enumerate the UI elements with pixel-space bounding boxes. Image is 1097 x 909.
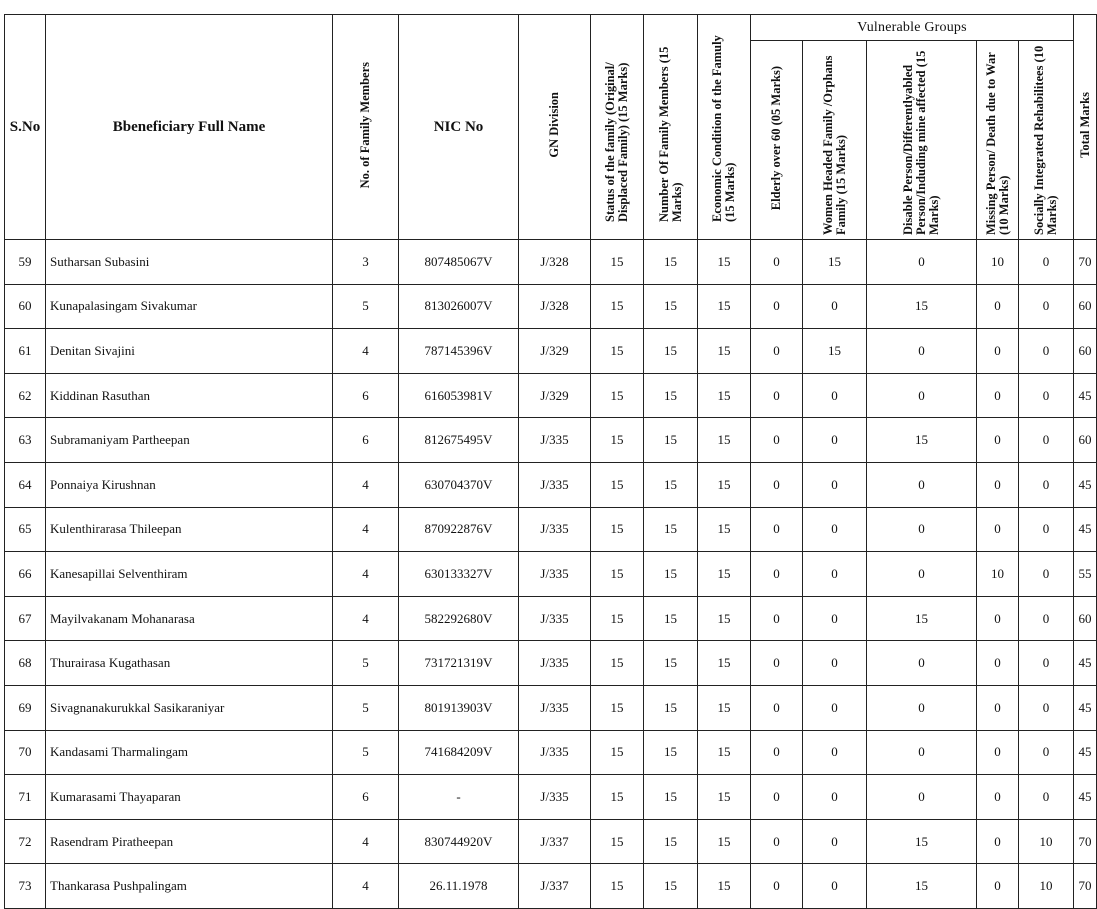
cell-family-members: 4 [333, 596, 399, 641]
cell-name: Kunapalasingam Sivakumar [46, 284, 333, 329]
cell-economic: 15 [698, 418, 751, 463]
cell-family-members: 4 [333, 507, 399, 552]
cell-total: 45 [1074, 373, 1097, 418]
cell-number-members: 15 [644, 552, 698, 597]
cell-number-members: 15 [644, 641, 698, 686]
cell-sno: 70 [5, 730, 46, 775]
cell-status: 15 [591, 284, 644, 329]
cell-socially: 0 [1019, 373, 1074, 418]
cell-missing: 0 [977, 819, 1019, 864]
cell-nic: 870922876V [399, 507, 519, 552]
cell-sno: 61 [5, 329, 46, 374]
cell-name: Sivagnanakurukkal Sasikaraniyar [46, 685, 333, 730]
cell-elderly: 0 [751, 284, 803, 329]
cell-economic: 15 [698, 596, 751, 641]
cell-nic: 741684209V [399, 730, 519, 775]
cell-gn-division: J/337 [519, 864, 591, 909]
header-economic: Economic Condition of the Famuly (15 Marks) [698, 15, 751, 240]
header-family-members: No. of Family Members [333, 15, 399, 240]
cell-socially: 0 [1019, 240, 1074, 285]
cell-status: 15 [591, 373, 644, 418]
cell-gn-division: J/329 [519, 373, 591, 418]
cell-socially: 10 [1019, 864, 1074, 909]
cell-gn-division: J/335 [519, 507, 591, 552]
cell-missing: 0 [977, 596, 1019, 641]
cell-name: Denitan Sivajini [46, 329, 333, 374]
cell-socially: 0 [1019, 507, 1074, 552]
cell-number-members: 15 [644, 819, 698, 864]
cell-number-members: 15 [644, 240, 698, 285]
cell-gn-division: J/328 [519, 240, 591, 285]
cell-status: 15 [591, 329, 644, 374]
cell-economic: 15 [698, 641, 751, 686]
cell-status: 15 [591, 596, 644, 641]
cell-economic: 15 [698, 373, 751, 418]
cell-total: 45 [1074, 775, 1097, 820]
cell-name: Kanesapillai Selventhiram [46, 552, 333, 597]
cell-socially: 0 [1019, 730, 1074, 775]
cell-nic: 801913903V [399, 685, 519, 730]
cell-sno: 60 [5, 284, 46, 329]
cell-sno: 73 [5, 864, 46, 909]
cell-women-headed: 0 [803, 507, 867, 552]
cell-socially: 0 [1019, 641, 1074, 686]
cell-elderly: 0 [751, 418, 803, 463]
cell-socially: 0 [1019, 418, 1074, 463]
cell-sno: 67 [5, 596, 46, 641]
cell-family-members: 5 [333, 730, 399, 775]
cell-disable: 0 [867, 685, 977, 730]
cell-women-headed: 0 [803, 418, 867, 463]
cell-nic: - [399, 775, 519, 820]
cell-missing: 0 [977, 864, 1019, 909]
cell-gn-division: J/328 [519, 284, 591, 329]
cell-status: 15 [591, 819, 644, 864]
cell-women-headed: 0 [803, 552, 867, 597]
cell-women-headed: 0 [803, 284, 867, 329]
cell-elderly: 0 [751, 685, 803, 730]
cell-sno: 69 [5, 685, 46, 730]
cell-socially: 10 [1019, 819, 1074, 864]
cell-economic: 15 [698, 730, 751, 775]
cell-missing: 0 [977, 284, 1019, 329]
cell-economic: 15 [698, 552, 751, 597]
cell-family-members: 6 [333, 418, 399, 463]
header-disable: Disable Person/Differentlyabled Person/Induding mine affected (15 Marks) [867, 41, 977, 240]
cell-status: 15 [591, 641, 644, 686]
table-row [5, 284, 1097, 329]
cell-disable: 15 [867, 819, 977, 864]
cell-gn-division: J/335 [519, 685, 591, 730]
cell-status: 15 [591, 775, 644, 820]
cell-missing: 0 [977, 775, 1019, 820]
cell-economic: 15 [698, 329, 751, 374]
cell-name: Sutharsan Subasini [46, 240, 333, 285]
cell-sno: 59 [5, 240, 46, 285]
cell-gn-division: J/335 [519, 775, 591, 820]
cell-family-members: 4 [333, 462, 399, 507]
cell-elderly: 0 [751, 552, 803, 597]
cell-socially: 0 [1019, 685, 1074, 730]
table-header [5, 15, 1097, 240]
cell-number-members: 15 [644, 373, 698, 418]
cell-family-members: 6 [333, 775, 399, 820]
cell-number-members: 15 [644, 284, 698, 329]
cell-sno: 65 [5, 507, 46, 552]
cell-disable: 0 [867, 641, 977, 686]
cell-disable: 0 [867, 730, 977, 775]
cell-number-members: 15 [644, 462, 698, 507]
cell-economic: 15 [698, 462, 751, 507]
cell-number-members: 15 [644, 775, 698, 820]
table-row [5, 240, 1097, 285]
cell-missing: 0 [977, 329, 1019, 374]
beneficiary-table [4, 14, 1097, 909]
cell-economic: 15 [698, 507, 751, 552]
cell-elderly: 0 [751, 373, 803, 418]
cell-missing: 0 [977, 685, 1019, 730]
table-row [5, 864, 1097, 909]
cell-family-members: 4 [333, 329, 399, 374]
cell-gn-division: J/335 [519, 418, 591, 463]
cell-sno: 72 [5, 819, 46, 864]
table-row [5, 329, 1097, 374]
cell-elderly: 0 [751, 730, 803, 775]
cell-nic: 630133327V [399, 552, 519, 597]
cell-status: 15 [591, 730, 644, 775]
cell-family-members: 5 [333, 284, 399, 329]
cell-elderly: 0 [751, 507, 803, 552]
cell-sno: 68 [5, 641, 46, 686]
cell-family-members: 4 [333, 552, 399, 597]
cell-total: 45 [1074, 462, 1097, 507]
cell-disable: 0 [867, 775, 977, 820]
cell-women-headed: 0 [803, 596, 867, 641]
header-nic: NIC No [399, 15, 519, 240]
cell-name: Thurairasa Kugathasan [46, 641, 333, 686]
cell-women-headed: 15 [803, 329, 867, 374]
header-vulnerable-groups: Vulnerable Groups [751, 15, 1074, 41]
cell-missing: 10 [977, 240, 1019, 285]
cell-missing: 10 [977, 552, 1019, 597]
cell-socially: 0 [1019, 552, 1074, 597]
cell-family-members: 5 [333, 641, 399, 686]
cell-nic: 582292680V [399, 596, 519, 641]
cell-family-members: 5 [333, 685, 399, 730]
cell-nic: 26.11.1978 [399, 864, 519, 909]
cell-gn-division: J/335 [519, 552, 591, 597]
cell-disable: 0 [867, 329, 977, 374]
cell-socially: 0 [1019, 329, 1074, 374]
cell-sno: 71 [5, 775, 46, 820]
cell-status: 15 [591, 552, 644, 597]
header-missing: Missing Person/ Death due to War (10 Marks) [977, 41, 1019, 240]
cell-family-members: 4 [333, 819, 399, 864]
cell-disable: 15 [867, 864, 977, 909]
cell-nic: 830744920V [399, 819, 519, 864]
cell-women-headed: 0 [803, 685, 867, 730]
cell-sno: 63 [5, 418, 46, 463]
table-row [5, 507, 1097, 552]
cell-nic: 787145396V [399, 329, 519, 374]
cell-gn-division: J/335 [519, 730, 591, 775]
cell-total: 45 [1074, 641, 1097, 686]
cell-disable: 0 [867, 552, 977, 597]
cell-elderly: 0 [751, 240, 803, 285]
cell-socially: 0 [1019, 596, 1074, 641]
header-socially: Socially Integrated Rehabilitees (10 Marks) [1019, 41, 1074, 240]
cell-name: Kandasami Tharmalingam [46, 730, 333, 775]
header-elderly: Elderly over 60 (05 Marks) [751, 41, 803, 240]
cell-disable: 15 [867, 418, 977, 463]
cell-disable: 15 [867, 596, 977, 641]
cell-status: 15 [591, 418, 644, 463]
cell-elderly: 0 [751, 641, 803, 686]
cell-women-headed: 0 [803, 462, 867, 507]
cell-economic: 15 [698, 775, 751, 820]
cell-total: 45 [1074, 685, 1097, 730]
cell-disable: 15 [867, 284, 977, 329]
cell-total: 55 [1074, 552, 1097, 597]
cell-disable: 0 [867, 373, 977, 418]
cell-socially: 0 [1019, 284, 1074, 329]
cell-gn-division: J/335 [519, 641, 591, 686]
table-row [5, 685, 1097, 730]
cell-number-members: 15 [644, 329, 698, 374]
cell-missing: 0 [977, 373, 1019, 418]
cell-number-members: 15 [644, 596, 698, 641]
cell-total: 45 [1074, 507, 1097, 552]
cell-name: Rasendram Piratheepan [46, 819, 333, 864]
cell-economic: 15 [698, 240, 751, 285]
cell-status: 15 [591, 685, 644, 730]
table-body [5, 240, 1097, 909]
cell-missing: 0 [977, 507, 1019, 552]
header-total: Total Marks [1074, 15, 1097, 240]
cell-elderly: 0 [751, 864, 803, 909]
cell-total: 60 [1074, 329, 1097, 374]
cell-nic: 616053981V [399, 373, 519, 418]
cell-nic: 731721319V [399, 641, 519, 686]
cell-disable: 0 [867, 240, 977, 285]
cell-status: 15 [591, 462, 644, 507]
header-number-members: Number Of Family Members (15 Marks) [644, 15, 698, 240]
cell-family-members: 4 [333, 864, 399, 909]
table-row [5, 730, 1097, 775]
cell-name: Kumarasami Thayaparan [46, 775, 333, 820]
cell-disable: 0 [867, 462, 977, 507]
table-row [5, 596, 1097, 641]
table-row [5, 418, 1097, 463]
cell-name: Kiddinan Rasuthan [46, 373, 333, 418]
cell-nic: 812675495V [399, 418, 519, 463]
cell-economic: 15 [698, 685, 751, 730]
cell-number-members: 15 [644, 507, 698, 552]
beneficiary-document [4, 14, 1097, 909]
cell-name: Ponnaiya Kirushnan [46, 462, 333, 507]
header-status: Status of the family (Original/ Displaced Family) (15 Marks) [591, 15, 644, 240]
cell-number-members: 15 [644, 730, 698, 775]
table-row [5, 552, 1097, 597]
cell-gn-division: J/337 [519, 819, 591, 864]
cell-number-members: 15 [644, 418, 698, 463]
header-gn-division: GN Division [519, 15, 591, 240]
table-row [5, 373, 1097, 418]
cell-women-headed: 0 [803, 641, 867, 686]
cell-women-headed: 0 [803, 819, 867, 864]
cell-elderly: 0 [751, 462, 803, 507]
cell-name: Subramaniyam Partheepan [46, 418, 333, 463]
cell-total: 45 [1074, 730, 1097, 775]
cell-status: 15 [591, 507, 644, 552]
cell-nic: 813026007V [399, 284, 519, 329]
cell-women-headed: 0 [803, 864, 867, 909]
cell-number-members: 15 [644, 685, 698, 730]
cell-total: 60 [1074, 284, 1097, 329]
cell-missing: 0 [977, 462, 1019, 507]
cell-women-headed: 0 [803, 373, 867, 418]
header-women-headed: Women Headed Family /Orphans Family (15 Marks) [803, 41, 867, 240]
cell-economic: 15 [698, 284, 751, 329]
cell-family-members: 3 [333, 240, 399, 285]
cell-disable: 0 [867, 507, 977, 552]
cell-economic: 15 [698, 819, 751, 864]
cell-number-members: 15 [644, 864, 698, 909]
cell-total: 60 [1074, 418, 1097, 463]
cell-socially: 0 [1019, 462, 1074, 507]
cell-missing: 0 [977, 418, 1019, 463]
cell-elderly: 0 [751, 329, 803, 374]
cell-women-headed: 15 [803, 240, 867, 285]
cell-socially: 0 [1019, 775, 1074, 820]
cell-sno: 62 [5, 373, 46, 418]
table-row [5, 775, 1097, 820]
cell-nic: 807485067V [399, 240, 519, 285]
cell-women-headed: 0 [803, 775, 867, 820]
cell-name: Thankarasa Pushpalingam [46, 864, 333, 909]
cell-missing: 0 [977, 641, 1019, 686]
cell-total: 60 [1074, 596, 1097, 641]
cell-family-members: 6 [333, 373, 399, 418]
cell-women-headed: 0 [803, 730, 867, 775]
table-row [5, 819, 1097, 864]
table-row [5, 641, 1097, 686]
table-row [5, 462, 1097, 507]
cell-total: 70 [1074, 864, 1097, 909]
cell-total: 70 [1074, 819, 1097, 864]
header-beneficiary-name: Bbeneficiary Full Name [46, 15, 333, 240]
cell-sno: 66 [5, 552, 46, 597]
cell-nic: 630704370V [399, 462, 519, 507]
cell-status: 15 [591, 240, 644, 285]
cell-gn-division: J/335 [519, 462, 591, 507]
cell-economic: 15 [698, 864, 751, 909]
cell-total: 70 [1074, 240, 1097, 285]
cell-elderly: 0 [751, 819, 803, 864]
cell-gn-division: J/335 [519, 596, 591, 641]
cell-status: 15 [591, 864, 644, 909]
cell-name: Kulenthirarasa Thileepan [46, 507, 333, 552]
cell-missing: 0 [977, 730, 1019, 775]
cell-gn-division: J/329 [519, 329, 591, 374]
cell-sno: 64 [5, 462, 46, 507]
cell-elderly: 0 [751, 775, 803, 820]
cell-name: Mayilvakanam Mohanarasa [46, 596, 333, 641]
header-sno: S.No [5, 15, 46, 240]
cell-elderly: 0 [751, 596, 803, 641]
